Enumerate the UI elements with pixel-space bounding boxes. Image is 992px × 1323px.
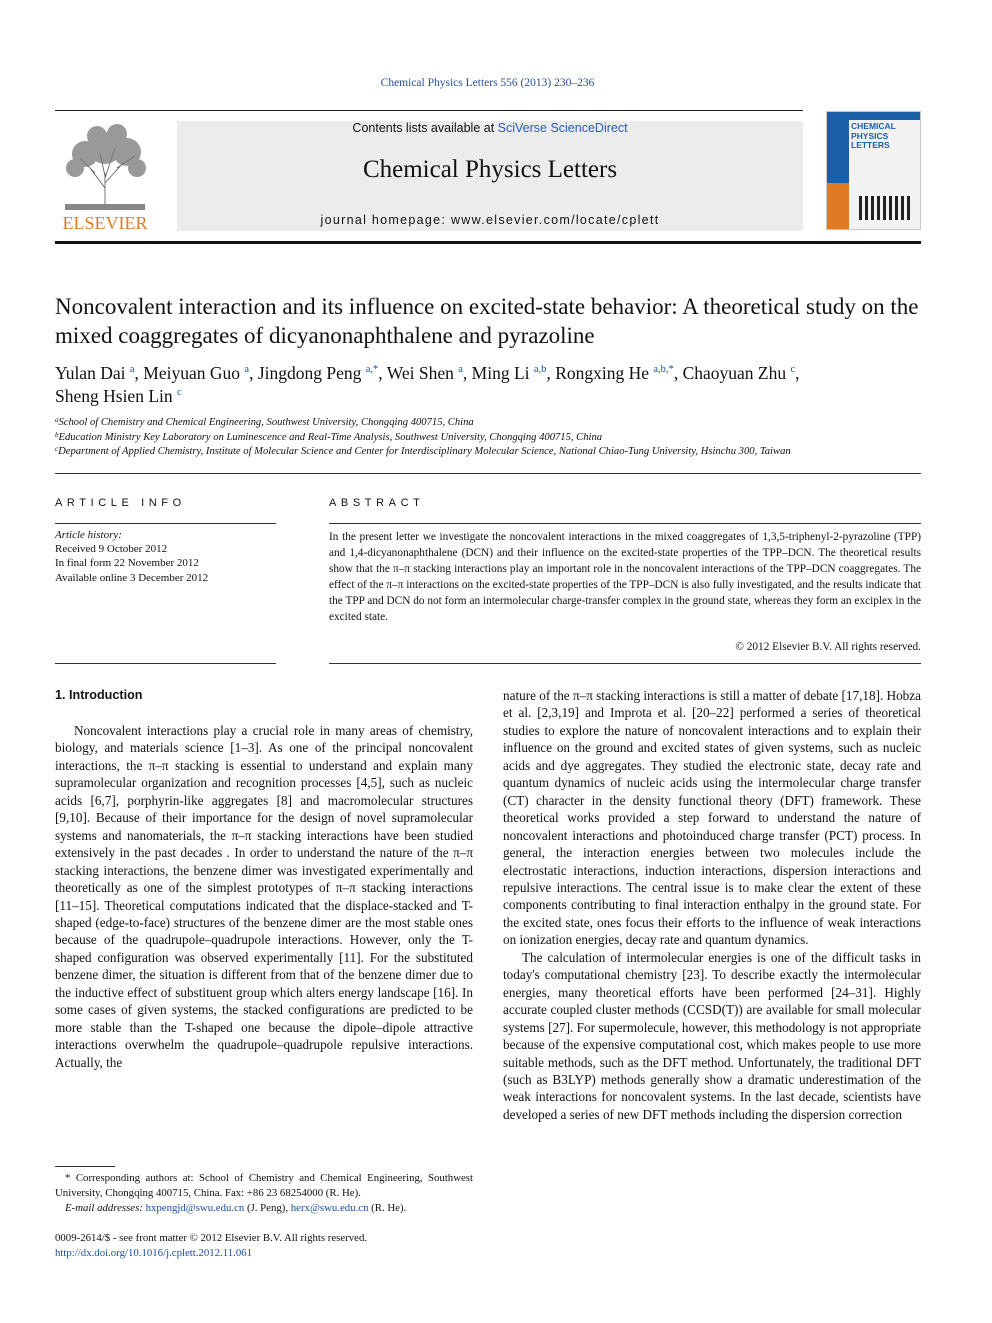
- abstract-heading: ABSTRACT: [329, 497, 425, 509]
- author-list: [55, 362, 925, 408]
- affiliation-mark: b: [55, 430, 59, 439]
- affiliation-mark: c: [55, 445, 59, 454]
- author-affiliation-mark[interactable]: a,b: [533, 364, 547, 375]
- abstract-rule-top: [329, 523, 921, 524]
- affiliation-item: [55, 445, 925, 460]
- cover-orange-block: [827, 183, 849, 229]
- contents-prefix: Contents lists available at: [352, 121, 498, 135]
- author-name: Sheng Hsien Lin: [55, 386, 173, 406]
- corresponding-text: Corresponding authors at: School of Chemistry and Chemical Engineering, Southwest University, Chongqing 400715, China. Fax: +86 23 68254000 (R. He).: [55, 1172, 474, 1199]
- footnote-rule: [55, 1166, 115, 1167]
- final-form-date: In final form 22 November 2012: [55, 557, 199, 570]
- body-column-right: [503, 687, 921, 1123]
- article-info-rule-top: [55, 523, 276, 524]
- author-separator: ,: [673, 363, 683, 383]
- email-label: E-mail addresses:: [65, 1202, 143, 1214]
- article-history: [55, 528, 275, 585]
- body-column-left: [55, 722, 473, 1071]
- author-name: Meiyuan Guo: [143, 363, 241, 383]
- author-name: Jingdong Peng: [257, 363, 362, 383]
- cover-graphic: [857, 192, 917, 222]
- email-link-peng[interactable]: hxpengjd@swu.edu.cn: [145, 1202, 245, 1214]
- abstract-text: In the present letter we investigate the noncovalent interactions in the mixed coaggregates of 1,3,5-triphenyl-2-pyrazoline (TPP) and 1,4-dicyanonaphthalene (DCN) and their influence on the excited-state properties of the TPP–DCN. The theoretical results show that the π–π stacking interactions play an important role in the noncovalent interactions of the TPP–DCN coaggregates. The effect of the π–π interactions on the excited-state properties of the TPP–DCN is also fully investigated, and the results indicate that the TPP and DCN do not form an intermolecular charge-transfer complex in the ground state, whereas they form an exciplex in the excited state.: [329, 531, 921, 624]
- affiliation-rule: [55, 473, 921, 474]
- affiliation-text: School of Chemistry and Chemical Engineering, Southwest University, Chongqing 400715, China: [58, 417, 474, 428]
- author-name: Wei Shen: [386, 363, 454, 383]
- author-separator: ,: [462, 363, 472, 383]
- corresponding-author-footnote: [55, 1171, 473, 1216]
- intro-paragraph-1: Noncovalent interactions play a crucial role in many areas of chemistry, biology, and materials science [1–3]. As one of the principal noncovalent interactions, the π–π stacking is essential to understand and explain many supramolecular organization and recognition processes [4,5], such as nucleic acids [6,7], porphyrin-like aggregates [8] and macromolecular structures [9,10]. Because of their importance for the design of novel supramolecular systems and nanomaterials, the π–π stacking interactions have been studied extensively in the past decades . In order to understand the nature of the π–π stacking interactions, the benzene dimer was investigated experimentally and theoretically as one of the simplest prototypes of π–π stacking interactions [11–15]. Theoretical computations indicated that the displace-stacked and T-shaped (edge-to-face) structures of the benzene dimer are the most stable ones because of the quadrupole–quadrupole interactions. However, only the T-shaped configuration was observed experimentally [11]. For the substituted benzene dimer, the situation is different from that of the benzene dimer due to the inductive effect of substituent group which alters energy landscape [16]. In some cases of given systems, the stacked configurations are predicted to be more stable than the T-shaped one because the dipole–dipole attractive interactions overwhelm the quadrupole–quadrupole repulsive interactions. Actually, the: [55, 723, 473, 1070]
- abstract-copyright: © 2012 Elsevier B.V. All rights reserved.: [735, 641, 921, 653]
- author-affiliation-mark[interactable]: a,b,*: [653, 364, 674, 375]
- elsevier-wordmark: ELSEVIER: [62, 213, 148, 233]
- author-name: Rongxing He: [555, 363, 650, 383]
- affiliation-list: [55, 416, 925, 460]
- author-separator: ,: [795, 363, 800, 383]
- author-affiliation-mark[interactable]: a,*: [365, 364, 379, 375]
- journal-citation[interactable]: Chemical Physics Letters 556 (2013) 230–236: [380, 77, 595, 89]
- online-date: Available online 3 December 2012: [55, 571, 209, 584]
- affiliation-mark: a: [55, 416, 59, 424]
- affiliation-item: [55, 416, 925, 431]
- introduction-heading: 1. Introduction: [55, 688, 143, 702]
- issn-line: 0009-2614/$ - see front matter © 2012 Elsevier B.V. All rights reserved.: [55, 1232, 368, 1244]
- author-separator: ,: [134, 363, 144, 383]
- article-title: Noncovalent interaction and its influence on excited-state behavior: A theoretical study on the mixed coaggregates of dicyanonaphthalene and pyrazoline: [55, 294, 919, 348]
- author-separator: ,: [249, 363, 258, 383]
- affiliation-item: [55, 431, 925, 446]
- contents-line: [177, 121, 803, 135]
- intro-paragraph-2: nature of the π–π stacking interactions is still a matter of debate [17,18]. Hobza et al. [2,3,19] and Improta et al. [20–22] performed a series of theoretical studies to explore the nature of noncovalent interactions and to explain their influence on the ground and excited states of given systems, such as nucleic acids and dye aggregates. They studied the electronic state, decay rate and quantum dynamics of nucleic acids using the intermolecular charge transfer (CT) character in the density functional theory (DFT) framework. These theoretical works provided a step forward to understand the nature of noncovalent interactions and photoinduced charge transfer (PCT) process. In general, the interaction energies between two molecules include the electrostatic interactions, induction interactions, dispersion interactions and repulsive interactions. The central issue is to make clear the extent of these components contributing to final interaction enthalpy in the ground state. For the excited state, ones focus their efforts to the influence of weak interactions on ionization energies, decay rate and quantum dynamics.: [503, 688, 921, 948]
- journal-homepage[interactable]: journal homepage: www.elsevier.com/locate/cplett: [320, 213, 660, 227]
- author-name: Chaoyuan Zhu: [682, 363, 787, 383]
- author-affiliation-mark[interactable]: c: [790, 364, 796, 375]
- author-name: Ming Li: [471, 363, 530, 383]
- author-affiliation-mark[interactable]: a: [458, 364, 463, 375]
- author-separator: ,: [546, 363, 556, 383]
- author-name: Yulan Dai: [55, 363, 126, 383]
- email-owner-he: (R. He).: [368, 1202, 407, 1214]
- email-owner-peng: (J. Peng),: [244, 1202, 291, 1214]
- author-affiliation-mark[interactable]: a: [244, 364, 250, 375]
- author-affiliation-mark[interactable]: a: [129, 364, 135, 375]
- article-info-heading: ARTICLE INFO: [55, 497, 186, 509]
- history-label: Article history:: [55, 529, 122, 541]
- footnote-mark: *: [65, 1172, 71, 1184]
- header-thick-rule: [55, 241, 921, 244]
- cover-title: CHEMICAL PHYSICS LETTERS: [851, 121, 896, 150]
- elsevier-tree-logo: [55, 118, 155, 233]
- doi-link[interactable]: http://dx.doi.org/10.1016/j.cplett.2012.11.061: [55, 1247, 253, 1259]
- journal-cover-image: [826, 111, 921, 230]
- author-separator: ,: [378, 363, 387, 383]
- article-info-rule-bottom: [55, 663, 276, 664]
- abstract-rule-bottom: [329, 663, 921, 664]
- intro-paragraph-3: The calculation of intermolecular energies is one of the difficult tasks in today's computational chemistry [23]. To describe exactly the intermolecular energies, many theoretical efforts have been performed [24–31]. Highly accurate coupled cluster methods (CCSD(T)) are available for small molecular systems [27]. For supermolecule, however, this methodology is not appropriate because of the expensive computational cost, which makes people to use more suitable methods, such as the DFT method. Unfortunately, the traditional DFT (such as B3LYP) methods generally show a dramatic underestimation of the weak interactions for noncovalent systems. In the last decade, scientists have developed a series of new DFT methods including the dispersion correction: [503, 949, 921, 1122]
- affiliation-text: Department of Applied Chemistry, Institute of Molecular Science and Center for Interdisciplinary Molecular Science, National Chiao-Tung University, Hsinchu 300, Taiwan: [58, 446, 791, 458]
- email-link-he[interactable]: herx@swu.edu.cn: [290, 1202, 369, 1214]
- author-affiliation-mark[interactable]: c: [177, 387, 182, 398]
- sciencedirect-link[interactable]: SciVerse ScienceDirect: [497, 121, 628, 135]
- received-date: Received 9 October 2012: [55, 543, 168, 556]
- journal-name: Chemical Physics Letters: [362, 156, 618, 183]
- page-footer: [55, 1231, 473, 1261]
- affiliation-text: Education Ministry Key Laboratory on Luminescence and Real-Time Analysis, Southwest University, Chongqing 400715, China: [58, 431, 603, 443]
